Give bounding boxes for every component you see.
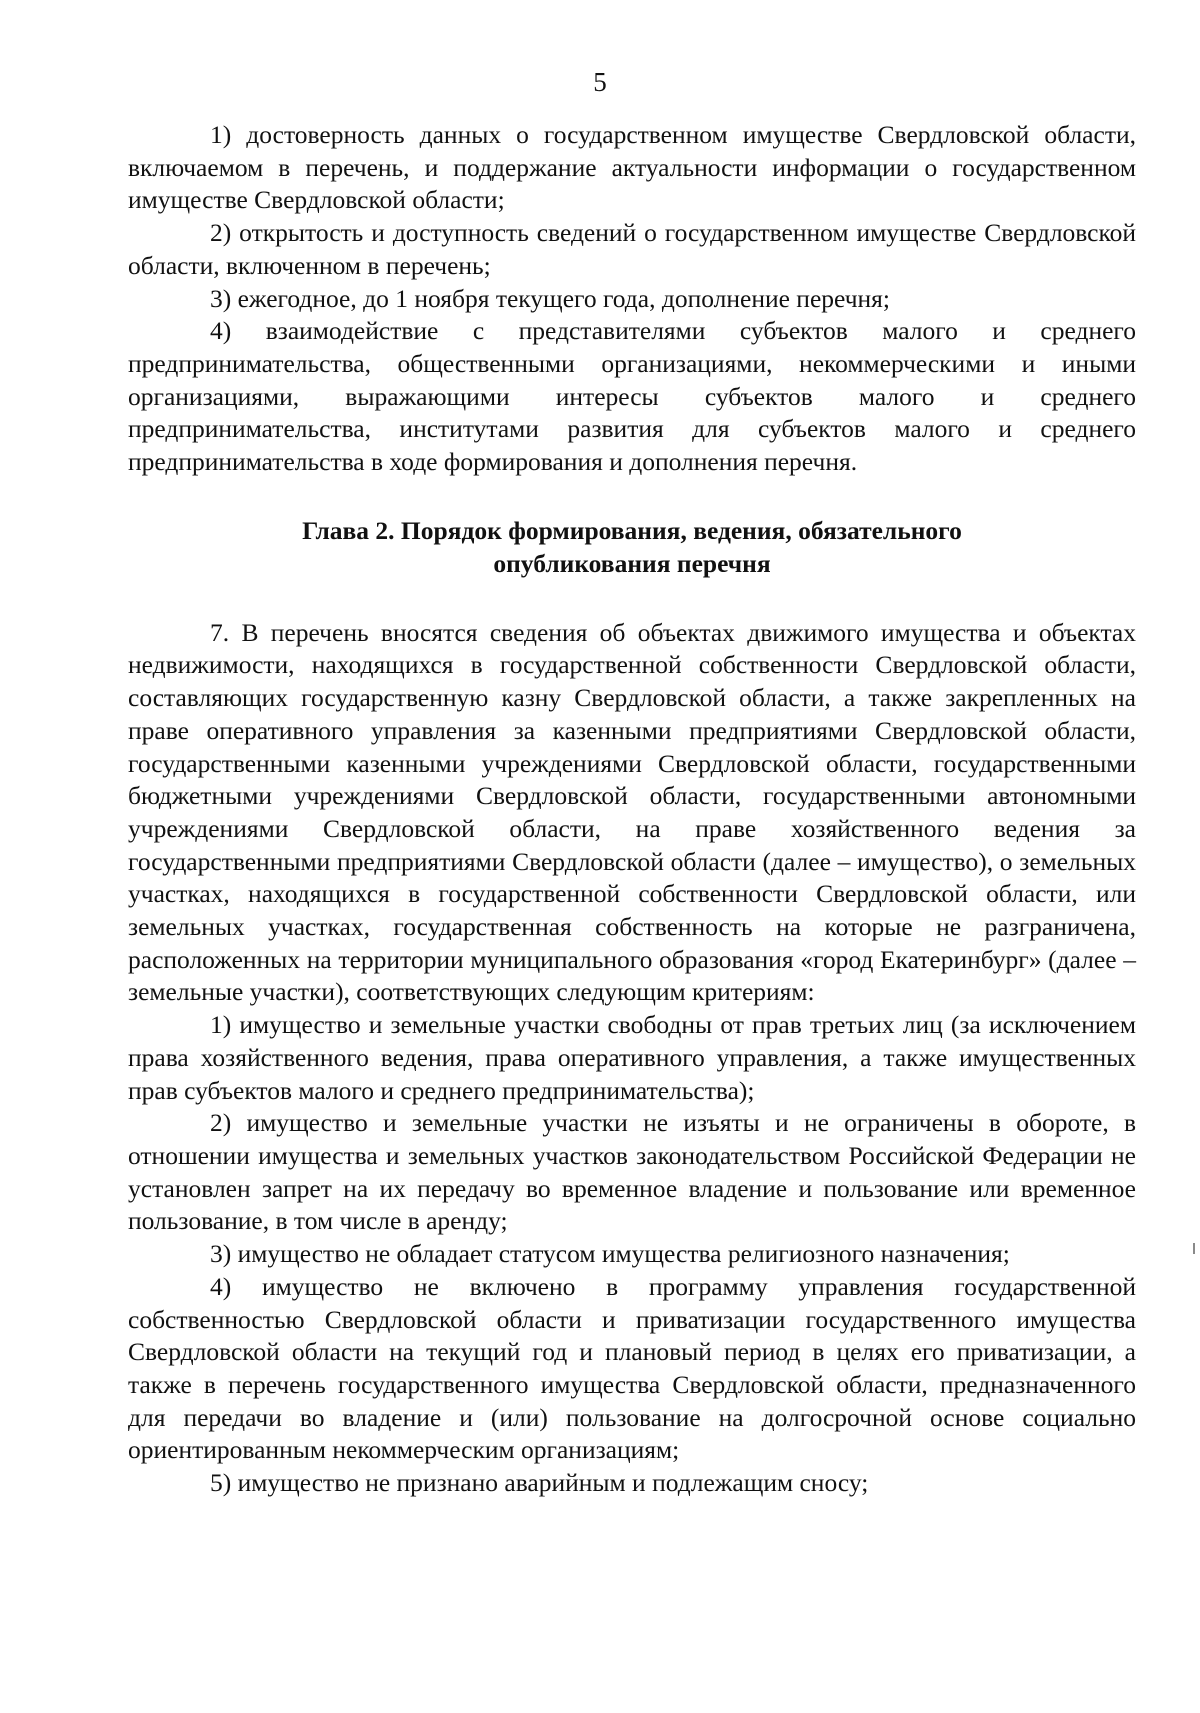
paragraph-item-4: 4) взаимодействие с представителями субъектов малого и среднего предпринимательства, общественными организациями, некоммерческими и иными организациями, выражающими интересы субъектов малого и среднего предпринимательства, институтами развития для субъектов малого и среднего предпринимательства в ходе формирования и дополнения перечня.: [128, 316, 1136, 477]
scan-edge-mark: [1193, 1243, 1195, 1254]
paragraph-criterion-3: 3) имущество не обладает статусом имущества религиозного назначения;: [210, 1239, 1010, 1269]
paragraph-item-3: 3) ежегодное, до 1 ноября текущего года, дополнение перечня;: [210, 283, 890, 313]
paragraph-item-1: 1) достоверность данных о государственном имуществе Свердловской области, включаемом в перечень, и поддержание актуальности информации о государственном имуществе Свердловской области;: [128, 120, 1136, 215]
paragraph-criterion-2: 2) имущество и земельные участки не изъяты и не ограничены в обороте, в отношении имущества и земельных участков законодательством Российской Федерации не установлен запрет на их передачу во временное владение и пользование или временное пользование, в том числе в аренду;: [128, 1108, 1136, 1236]
paragraph-clause-7: 7. В перечень вносятся сведения об объектах движимого имущества и объектах недвижимости, находящихся в государственной собственности Свердловской области, составляющих государственную казну Свердловской области, а также закрепленных на праве оперативного управления за казенными предприятиями Свердловской области, государственными казенными учреждениями Свердловской области, государственными бюджетными учреждениями Свердловской области, государственными автономными учреждениями Свердловской области, на праве хозяйственного ведения за государственными предприятиями Свердловской области (далее – имущество), о земельных участках, находящихся в государственной собственности Свердловской области, или земельных участках, государственная собственность на которые не разграничена, расположенных на территории муниципального образования «город Екатеринбург» (далее – земельные участки), соответствующих следующим критериям:: [128, 617, 1136, 1007]
paragraph-criterion-4: 4) имущество не включено в программу управления государственной собственностью Свердловской области и приватизации государственного имущества Свердловской области на текущий год и плановый период в целях его приватизации, а также в перечень государственного имущества Свердловской области, предназначенного для передачи во владение и (или) пользование на долгосрочной основе социально ориентированным некоммерческим организациям;: [128, 1271, 1136, 1465]
paragraph-criterion-1: 1) имущество и земельные участки свободны от прав третьих лиц (за исключением права хозяйственного ведения, права оперативного управления, а также имущественных прав субъектов малого и среднего предпринимательства);: [128, 1010, 1136, 1105]
page-number: 5: [593, 67, 607, 97]
chapter-heading: [128, 514, 1136, 580]
paragraph-item-2: 2) открытость и доступность сведений о государственном имуществе Свердловской области, включенном в перечень;: [128, 218, 1136, 280]
document-body: [128, 119, 1136, 1500]
chapter-heading-line-1: Глава 2. Порядок формирования, ведения, обязательного: [302, 515, 962, 545]
chapter-heading-line-2: опубликования перечня: [493, 548, 771, 578]
paragraph-criterion-5: 5) имущество не признано аварийным и подлежащим сносу;: [210, 1468, 869, 1498]
